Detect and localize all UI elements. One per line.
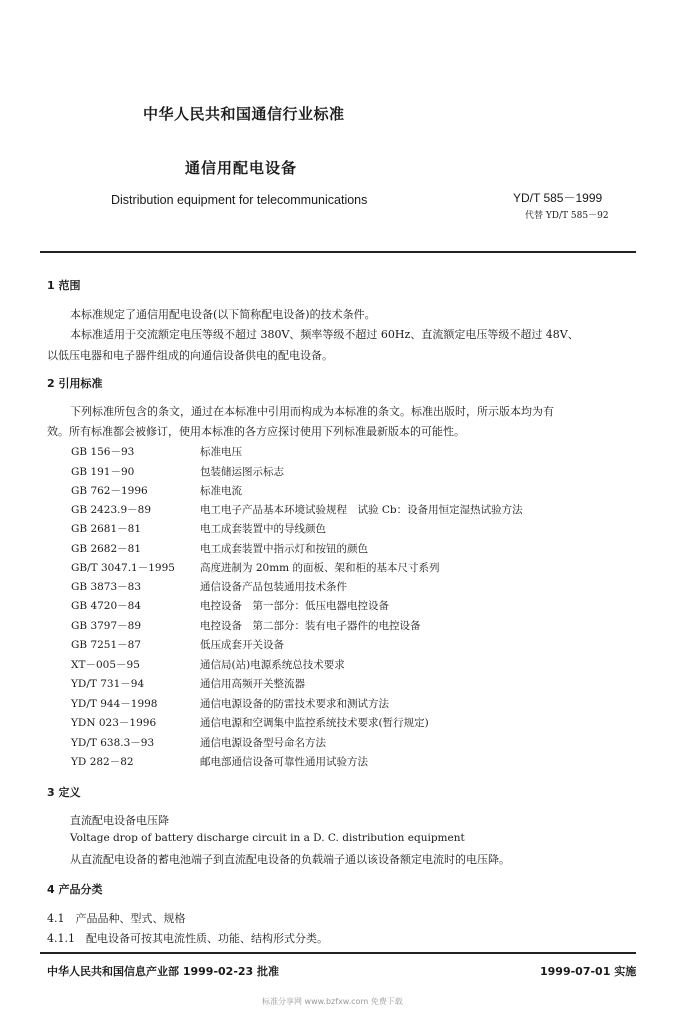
section-2-para-1-cont: 效。所有标准都会被修订，使用本标准的各方应探讨使用下列标准最新版本的可能性。 bbox=[47, 425, 465, 438]
section-1-para-2-cont: 以低压电器和电子器件组成的向通信设备供电的配电设备。 bbox=[47, 349, 333, 362]
standard-title-en: Distribution equipment for telecommunications bbox=[111, 193, 368, 207]
standard-title: 通信用配电设备 bbox=[185, 159, 298, 177]
ref-code: GB 4720－84 bbox=[71, 600, 142, 612]
watermark: 标准分享网 www.bzfxw.com 免费下载 bbox=[262, 997, 403, 1006]
ref-title: 电工电子产品基本环境试验规程 试验 Cb：设备用恒定湿热试验方法 bbox=[200, 504, 523, 516]
replaces-note: 代替 YD/T 585－92 bbox=[525, 211, 609, 221]
ref-title: 邮电部通信设备可靠性通用试验方法 bbox=[200, 756, 368, 768]
section-4-heading: 4 产品分类 bbox=[47, 883, 103, 896]
implementation-date: 1999-07-01 实施 bbox=[540, 965, 637, 978]
standard-code: YD/T 585－1999 bbox=[513, 191, 603, 205]
ref-code: GB 7251－87 bbox=[71, 639, 142, 651]
ref-title: 电工成套装置中的导线颜色 bbox=[200, 523, 326, 535]
ref-code: GB 762－1996 bbox=[71, 485, 148, 497]
section-2-heading: 2 引用标准 bbox=[47, 377, 103, 390]
ref-code: YDN 023－1996 bbox=[71, 717, 157, 729]
ref-title: 通信电源和空调集中监控系统技术要求(暂行规定) bbox=[200, 717, 429, 729]
ref-title: 电控设备 第二部分：装有电子器件的电控设备 bbox=[200, 620, 421, 632]
ref-code: GB 3797－89 bbox=[71, 620, 142, 632]
ref-title: 包装储运图示标志 bbox=[200, 466, 284, 478]
ref-code: YD/T 638.3－93 bbox=[71, 737, 155, 749]
section-1-para-1: 本标准规定了通信用配电设备(以下简称配电设备)的技术条件。 bbox=[70, 308, 376, 321]
ref-title: 通信电源设备的防雷技术要求和测试方法 bbox=[200, 698, 389, 710]
ref-code: YD 282－82 bbox=[71, 756, 134, 768]
ref-code: YD/T 731－94 bbox=[71, 678, 145, 690]
definition-term-en: Voltage drop of battery discharge circuit in a D. C. distribution equipment bbox=[70, 832, 465, 844]
approval-note: 中华人民共和国信息产业部 1999-02-23 批准 bbox=[47, 965, 280, 978]
ref-title: 低压成套开关设备 bbox=[200, 639, 284, 651]
section-2-para-1: 下列标准所包含的条文，通过在本标准中引用而构成为本标准的条文。标准出版时，所示版本均为有 bbox=[70, 405, 554, 418]
ref-code: GB 2423.9－89 bbox=[71, 504, 152, 516]
ref-code: GB 191－90 bbox=[71, 466, 135, 478]
ref-title: 标准电压 bbox=[200, 446, 242, 458]
footer-rule bbox=[40, 952, 636, 954]
ref-code: YD/T 944－1998 bbox=[71, 698, 158, 710]
issuing-authority: 中华人民共和国通信行业标准 bbox=[143, 105, 345, 123]
definition-text: 从直流配电设备的蓄电池端子到直流配电设备的负载端子通以该设备额定电流时的电压降。 bbox=[70, 853, 510, 866]
ref-title: 通信电源设备型号命名方法 bbox=[200, 737, 326, 749]
definition-term: 直流配电设备电压降 bbox=[70, 814, 169, 827]
header-rule bbox=[40, 251, 636, 253]
ref-code: XT－005－95 bbox=[71, 659, 140, 671]
ref-code: GB/T 3047.1－1995 bbox=[71, 562, 175, 574]
ref-title: 电控设备 第一部分：低压电器电控设备 bbox=[200, 600, 389, 612]
ref-title: 通信设备产品包装通用技术条件 bbox=[200, 581, 347, 593]
section-3-heading: 3 定义 bbox=[47, 786, 81, 799]
subsection-4-1-heading: 4.1 产品品种、型式、规格 bbox=[47, 912, 186, 925]
ref-title: 电工成套装置中指示灯和按钮的颜色 bbox=[200, 543, 368, 555]
ref-code: GB 2681－81 bbox=[71, 523, 142, 535]
ref-code: GB 3873－83 bbox=[71, 581, 142, 593]
section-1-heading: 1 范围 bbox=[47, 279, 81, 292]
ref-title: 标准电流 bbox=[200, 485, 242, 497]
section-1-para-2: 本标准适用于交流额定电压等级不超过 380V、频率等级不超过 60Hz、直流额定电压等级不超过 48V、 bbox=[70, 328, 579, 341]
ref-title: 通信局(站)电源系统总技术要求 bbox=[200, 659, 345, 671]
subsection-4-1-1: 4.1.1 配电设备可按其电流性质、功能、结构形式分类。 bbox=[47, 932, 328, 945]
ref-code: GB 2682－81 bbox=[71, 543, 142, 555]
ref-code: GB 156－93 bbox=[71, 446, 135, 458]
ref-title: 通信用高频开关整流器 bbox=[200, 678, 305, 690]
ref-title: 高度进制为 20mm 的面板、架和柜的基本尺寸系列 bbox=[200, 562, 440, 574]
